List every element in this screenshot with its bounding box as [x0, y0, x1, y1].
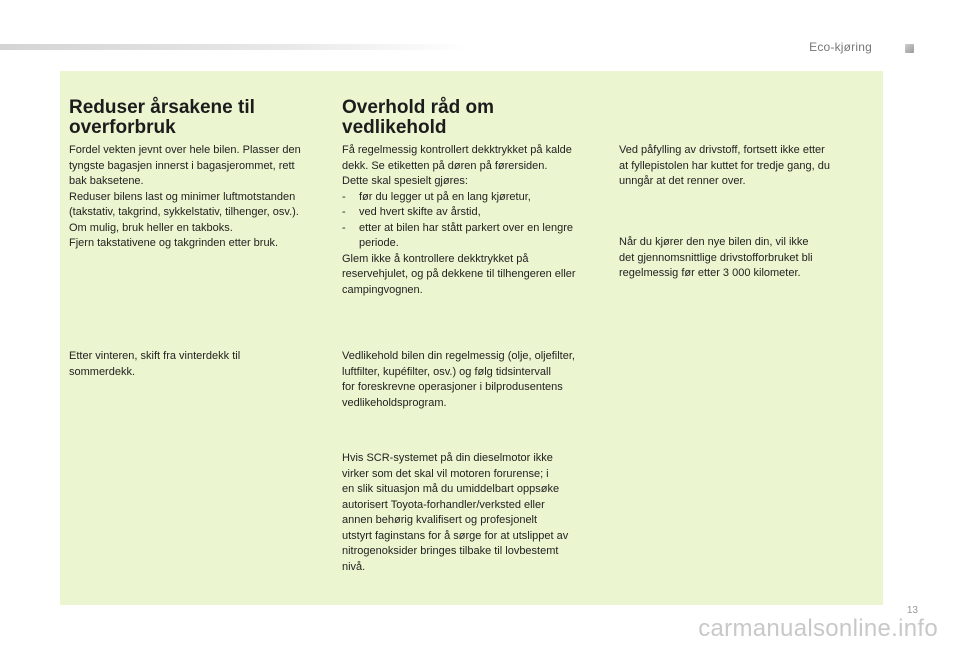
text-line: bak baksetene.: [69, 175, 144, 187]
text-line: Fordel vekten jevnt over hele bilen. Plasser den: [69, 144, 301, 156]
watermark: carmanualsonline.info: [698, 615, 938, 642]
text-line: Etter vinteren, skift fra vinterdekk til: [69, 350, 241, 362]
text-line: tyngste bagasjen innerst i bagasjerommet, rett: [69, 159, 295, 172]
text-line: nivå.: [342, 560, 366, 573]
text-line: annen behørig kvalifisert og profesjonelt: [342, 514, 538, 526]
text-line: regelmessig før etter 3 000 kilometer.: [619, 267, 801, 279]
page-number: 13: [906, 605, 918, 616]
content-panel: [60, 71, 883, 605]
text-line: utstyrt faginstans for å sørge for at utslippet av: [342, 529, 569, 542]
text-line: periode.: [359, 237, 399, 249]
paragraph-tyre-pressure: [342, 143, 572, 190]
text-line: Glem ikke å kontrollere dekktrykket på: [342, 252, 529, 265]
header-decor-bar: [0, 44, 470, 50]
text-line: Fjern takstativene og takgrinden etter bruk.: [69, 237, 279, 249]
tyre-check-list: [342, 190, 573, 252]
corner-mark-icon: [905, 44, 914, 53]
text-line: Reduser bilens last og minimer luftmotstanden: [69, 190, 296, 203]
heading-maintenance: [342, 98, 602, 138]
heading-line: Overhold råd om: [342, 97, 495, 118]
section-title: Eco-kjøring: [809, 40, 872, 54]
text-line: en slik situasjon må du umiddelbart oppsøke: [342, 483, 560, 495]
text-line: autorisert Toyota-forhandler/verksted eller: [342, 498, 545, 511]
list-item: [342, 190, 573, 206]
text-line: sommerdekk.: [69, 365, 136, 378]
paragraph-refuelling: [619, 143, 830, 190]
list-item: [342, 221, 573, 252]
paragraph-service-schedule: [342, 349, 575, 411]
text-line: det gjennomsnittlige drivstofforbruket bli: [619, 251, 813, 264]
text-line: luftfilter, kupéfilter, osv.) og følg tidsintervall: [342, 365, 551, 378]
text-line: ved hvert skifte av årstid,: [359, 206, 481, 218]
text-line: (takstativ, takgrind, sykkelstativ, tilhenger, osv.).: [69, 206, 299, 218]
heading-line: Reduser årsakene til: [69, 97, 255, 118]
text-line: at fyllepistolen har kuttet for tredje gang, du: [619, 159, 830, 172]
heading-line: vedlikehold: [342, 117, 447, 138]
text-line: Om mulig, bruk heller en takboks.: [69, 221, 233, 234]
text-line: Hvis SCR-systemet på din dieselmotor ikke: [342, 452, 553, 464]
text-line: Få regelmessig kontrollert dekktrykket på kalde: [342, 144, 572, 156]
paragraph-load-distribution: [69, 143, 301, 252]
text-line: før du legger ut på en lang kjøretur,: [359, 190, 531, 203]
bullet-dash: -: [342, 221, 346, 234]
text-line: unngår at det renner over.: [619, 175, 746, 187]
text-line: campingvognen.: [342, 283, 423, 296]
paragraph-spare-wheel: [342, 252, 576, 299]
paragraph-winter-tyres: [69, 349, 240, 380]
text-line: reservehjulet, og på dekkene til tilhengeren eller: [342, 268, 576, 280]
text-line: for foreskrevne operasjoner i bilprodusentens: [342, 381, 563, 393]
text-line: vedlikeholdsprogram.: [342, 396, 447, 409]
text-line: etter at bilen har stått parkert over en lengre: [359, 221, 574, 234]
list-item: [342, 205, 573, 221]
text-line: Ved påfylling av drivstoff, fortsett ikke etter: [619, 144, 825, 156]
text-line: dekk. Se etiketten på døren på førersiden.: [342, 159, 548, 172]
paragraph-new-car-consumption: [619, 235, 813, 282]
bullet-dash: -: [342, 206, 346, 218]
heading-line: overforbruk: [69, 117, 176, 138]
paragraph-scr-system: [342, 451, 568, 575]
heading-reduce-causes: [69, 98, 329, 138]
bullet-dash: -: [342, 190, 346, 203]
text-line: nitrogenoksider bringes tilbake til lovbestemt: [342, 545, 559, 557]
text-line: Vedlikehold bilen din regelmessig (olje, oljefilter,: [342, 350, 575, 362]
text-line: virker som det skal vil motoren forurense; i: [342, 467, 549, 480]
text-line: Når du kjører den nye bilen din, vil ikke: [619, 236, 809, 248]
text-line: Dette skal spesielt gjøres:: [342, 175, 468, 187]
